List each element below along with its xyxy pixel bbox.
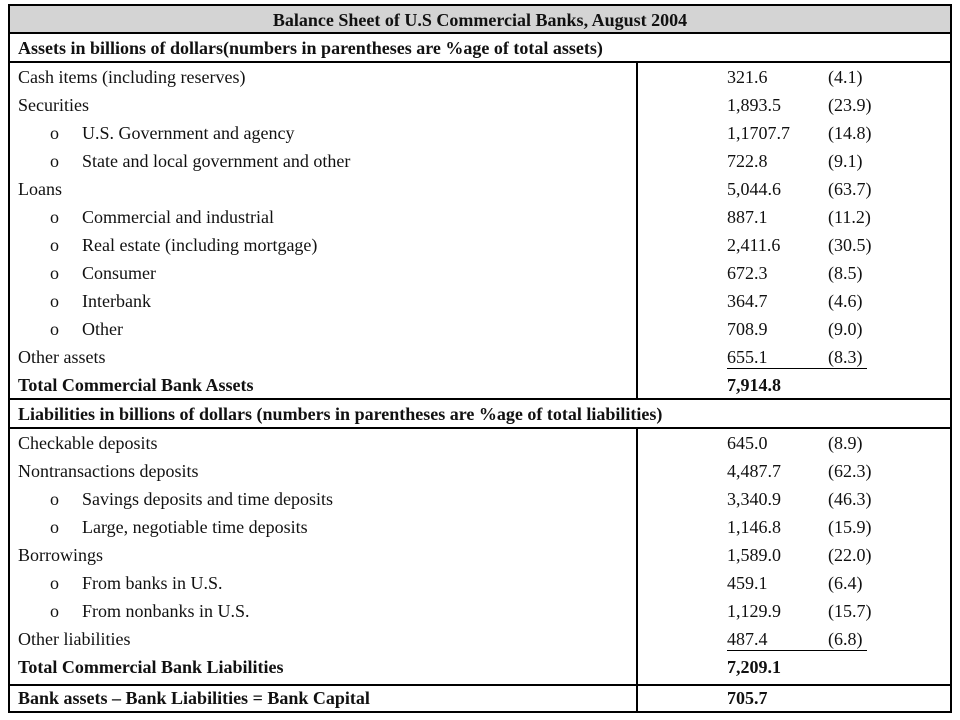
table-row (10, 315, 950, 343)
row-percent: (6.4) (828, 573, 863, 593)
row-value: 1,589.0 (727, 545, 781, 565)
row-label (18, 429, 157, 457)
subtotal-underline (727, 368, 867, 369)
capital-row (10, 686, 950, 711)
row-label (50, 569, 223, 597)
row-percent: (4.1) (828, 67, 863, 87)
row-value: 672.3 (727, 263, 768, 283)
total-liabilities-row (10, 653, 950, 681)
assets-heading: Assets in billions of dollars(numbers in parentheses are %age of total assets) (10, 34, 950, 63)
total-assets-row (10, 371, 950, 399)
bullet-icon: o (50, 291, 59, 311)
bullet-icon: o (50, 263, 59, 283)
table-row (10, 429, 950, 457)
table-row (10, 485, 950, 513)
bullet-icon: o (50, 151, 59, 171)
row-percent: (8.5) (828, 263, 863, 283)
row-value: 1,893.5 (727, 95, 781, 115)
row-label-text: Securities (18, 95, 89, 115)
row-percent: (46.3) (828, 489, 872, 509)
row-label-text: Interbank (82, 291, 151, 311)
bullet-icon: o (50, 207, 59, 227)
row-value: 1,1707.7 (727, 123, 790, 143)
liabilities-section (10, 429, 950, 686)
row-value: 3,340.9 (727, 489, 781, 509)
row-label-text: From nonbanks in U.S. (82, 601, 250, 621)
row-percent: (6.8) (828, 629, 863, 649)
total-label: Total Commercial Bank Liabilities (18, 657, 284, 677)
bullet-icon: o (50, 319, 59, 339)
table-row (10, 91, 950, 119)
total-value: 7,209.1 (727, 657, 781, 677)
row-percent: (30.5) (828, 235, 872, 255)
row-label (50, 259, 156, 287)
bullet-icon: o (50, 573, 59, 593)
bullet-icon: o (50, 489, 59, 509)
row-label-text: State and local government and other (82, 151, 351, 171)
row-label (50, 119, 294, 147)
row-value: 655.1 (727, 347, 768, 367)
row-percent: (63.7) (828, 179, 872, 199)
row-label-text: Consumer (82, 263, 156, 283)
bullet-icon: o (50, 123, 59, 143)
row-label (18, 625, 130, 653)
subtotal-underline (727, 650, 867, 651)
row-percent: (14.8) (828, 123, 872, 143)
row-label (50, 203, 274, 231)
bullet-icon: o (50, 517, 59, 537)
row-label (50, 315, 123, 343)
table-row (10, 287, 950, 315)
table-row (10, 457, 950, 485)
row-label (18, 63, 245, 91)
row-label-text: Cash items (including reserves) (18, 67, 246, 87)
bullet-icon: o (50, 601, 59, 621)
row-percent: (15.9) (828, 517, 872, 537)
row-label (50, 147, 350, 175)
row-label-text: Savings deposits and time deposits (82, 489, 333, 509)
table-row (10, 541, 950, 569)
row-value: 887.1 (727, 207, 768, 227)
row-label-text: Large, negotiable time deposits (82, 517, 308, 537)
row-value: 321.6 (727, 67, 768, 87)
row-label-text: Other liabilities (18, 629, 131, 649)
row-value: 645.0 (727, 433, 768, 453)
row-label (50, 485, 333, 513)
row-percent: (23.9) (828, 95, 872, 115)
assets-section (10, 63, 950, 400)
row-label (50, 597, 250, 625)
row-percent: (11.2) (828, 207, 871, 227)
row-label (18, 457, 198, 485)
total-value: 7,914.8 (727, 375, 781, 395)
row-percent: (15.7) (828, 601, 872, 621)
row-value: 2,411.6 (727, 235, 781, 255)
row-percent: (9.1) (828, 151, 863, 171)
row-percent: (4.6) (828, 291, 863, 311)
row-label (50, 231, 317, 259)
table-row (10, 569, 950, 597)
table-title: Balance Sheet of U.S Commercial Banks, August 2004 (10, 6, 950, 34)
row-value: 4,487.7 (727, 461, 781, 481)
row-percent: (9.0) (828, 319, 863, 339)
row-label (18, 343, 105, 371)
row-label-text: Other assets (18, 347, 106, 367)
table-row (10, 231, 950, 259)
table-row (10, 175, 950, 203)
row-label-text: Borrowings (18, 545, 103, 565)
table-row (10, 259, 950, 287)
bullet-icon: o (50, 235, 59, 255)
row-value: 364.7 (727, 291, 768, 311)
row-percent: (8.9) (828, 433, 863, 453)
row-label-text: From banks in U.S. (82, 573, 223, 593)
capital-label: Bank assets – Bank Liabilities = Bank Capital (18, 688, 370, 708)
row-percent: (62.3) (828, 461, 872, 481)
row-value: 1,129.9 (727, 601, 781, 621)
table-row (10, 343, 950, 371)
liabilities-heading: Liabilities in billions of dollars (numbers in parentheses are %age of total liabilities) (10, 400, 950, 429)
table-row (10, 119, 950, 147)
row-label-text: Other (82, 319, 123, 339)
table-row (10, 203, 950, 231)
row-value: 459.1 (727, 573, 768, 593)
row-label-text: Real estate (including mortgage) (82, 235, 318, 255)
row-label (50, 513, 308, 541)
row-value: 5,044.6 (727, 179, 781, 199)
row-label-text: Nontransactions deposits (18, 461, 199, 481)
table-row (10, 513, 950, 541)
row-value: 1,146.8 (727, 517, 781, 537)
row-label-text: Loans (18, 179, 62, 199)
table-row (10, 597, 950, 625)
row-label (18, 175, 62, 203)
row-label-text: U.S. Government and agency (82, 123, 295, 143)
row-percent: (8.3) (828, 347, 863, 367)
row-value: 722.8 (727, 151, 768, 171)
table-row (10, 625, 950, 653)
balance-sheet-table (8, 4, 952, 713)
row-label-text: Checkable deposits (18, 433, 158, 453)
row-percent: (22.0) (828, 545, 872, 565)
row-value: 708.9 (727, 319, 768, 339)
table-row (10, 63, 950, 91)
row-label (18, 91, 89, 119)
row-label-text: Commercial and industrial (82, 207, 274, 227)
table-row (10, 147, 950, 175)
capital-value: 705.7 (727, 688, 768, 708)
row-value: 487.4 (727, 629, 768, 649)
total-label: Total Commercial Bank Assets (18, 375, 254, 395)
row-label (50, 287, 151, 315)
row-label (18, 541, 103, 569)
